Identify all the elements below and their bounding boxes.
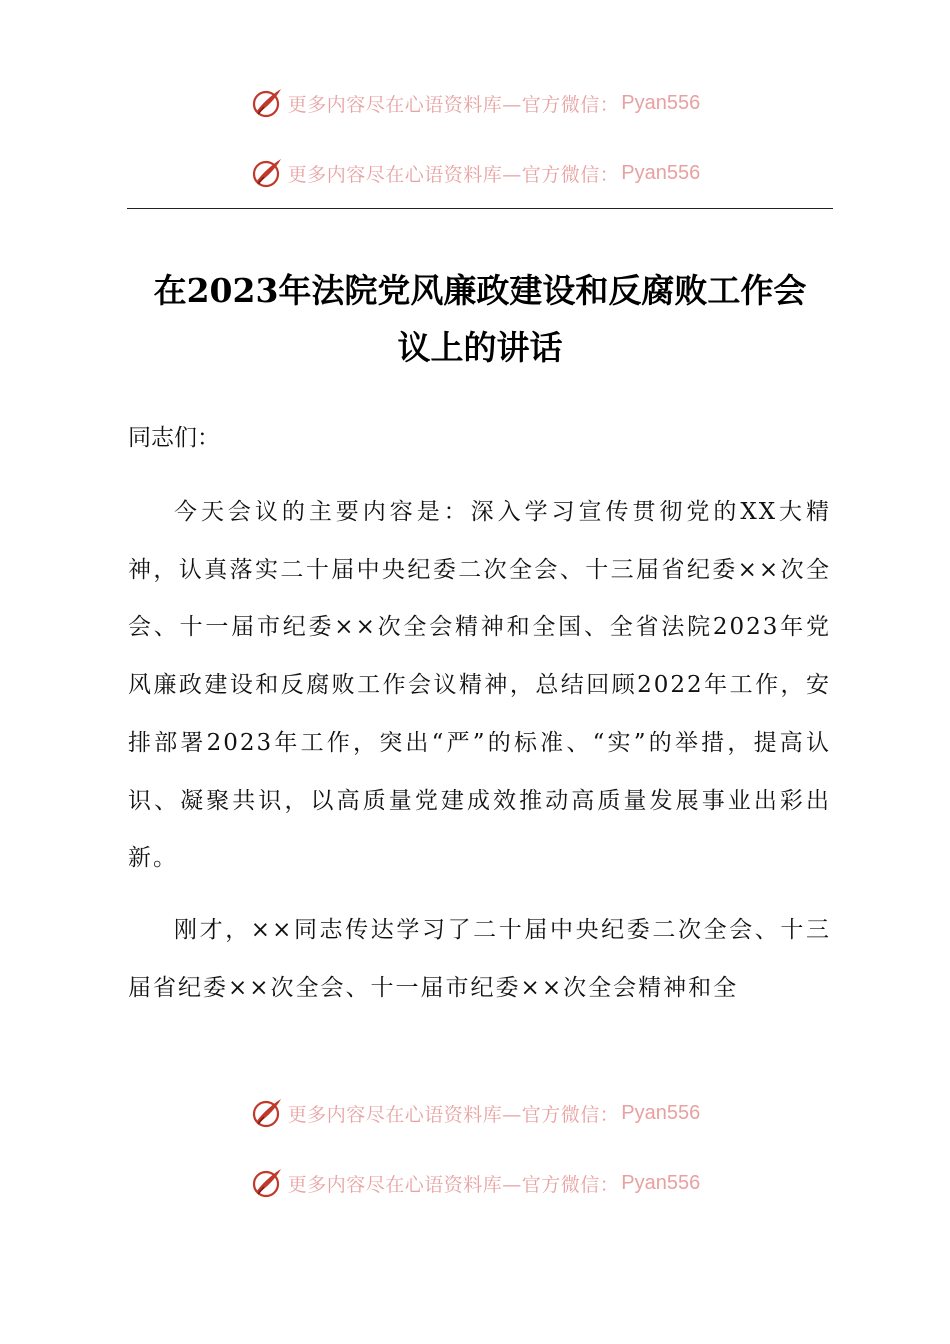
watermark-banner [0,83,950,123]
watermark-text: 更多内容尽在心语资料库—官方微信： [287,1103,620,1126]
body-paragraph: 今天会议的主要内容是：深入学习宣传贯彻党的XX大精神，认真落实二十届中央纪委二次全会、十三届省纪委××次全会、十一届市纪委××次全会精神和全国、全省法院2023年党风廉政建设和反腐败工作会议精神，总结回顾2022年工作，安排部署2023年工作，突出“严”的标准、“实”的举措，提高认识、凝聚共识，以高质量党建成效推动高质量发展事业出彩出新。 [128,499,831,872]
watermark-banner [0,1093,950,1133]
quill-pen-circle-icon [250,1096,284,1130]
body-paragraph: 刚才，××同志传达学习了二十届中央纪委二次全会、十三届省纪委××次全会、十一届市纪委××次全会精神和全 [128,917,831,1001]
watermark-wechat-id: Pyan556 [621,1171,701,1194]
watermark-text: 更多内容尽在心语资料库—官方微信： [287,1173,620,1196]
header-divider [127,208,833,209]
watermark-text: 更多内容尽在心语资料库—官方微信： [287,93,620,116]
document-title-line2: 议上的讲话 [397,328,563,367]
watermark-banner [0,153,950,193]
watermark-banner [0,1163,950,1203]
document-title [110,262,850,376]
watermark-wechat-id: Pyan556 [621,161,701,184]
quill-pen-circle-icon [250,86,284,120]
watermark-wechat-id: Pyan556 [621,91,701,114]
document-title-line1: 在2023年法院党风廉政建设和反腐败工作会 [153,271,807,310]
salutation: 同志们： [128,425,220,451]
watermark-wechat-id: Pyan556 [621,1101,701,1124]
quill-pen-circle-icon [250,1166,284,1200]
watermark-text: 更多内容尽在心语资料库—官方微信： [287,163,620,186]
quill-pen-circle-icon [250,156,284,190]
